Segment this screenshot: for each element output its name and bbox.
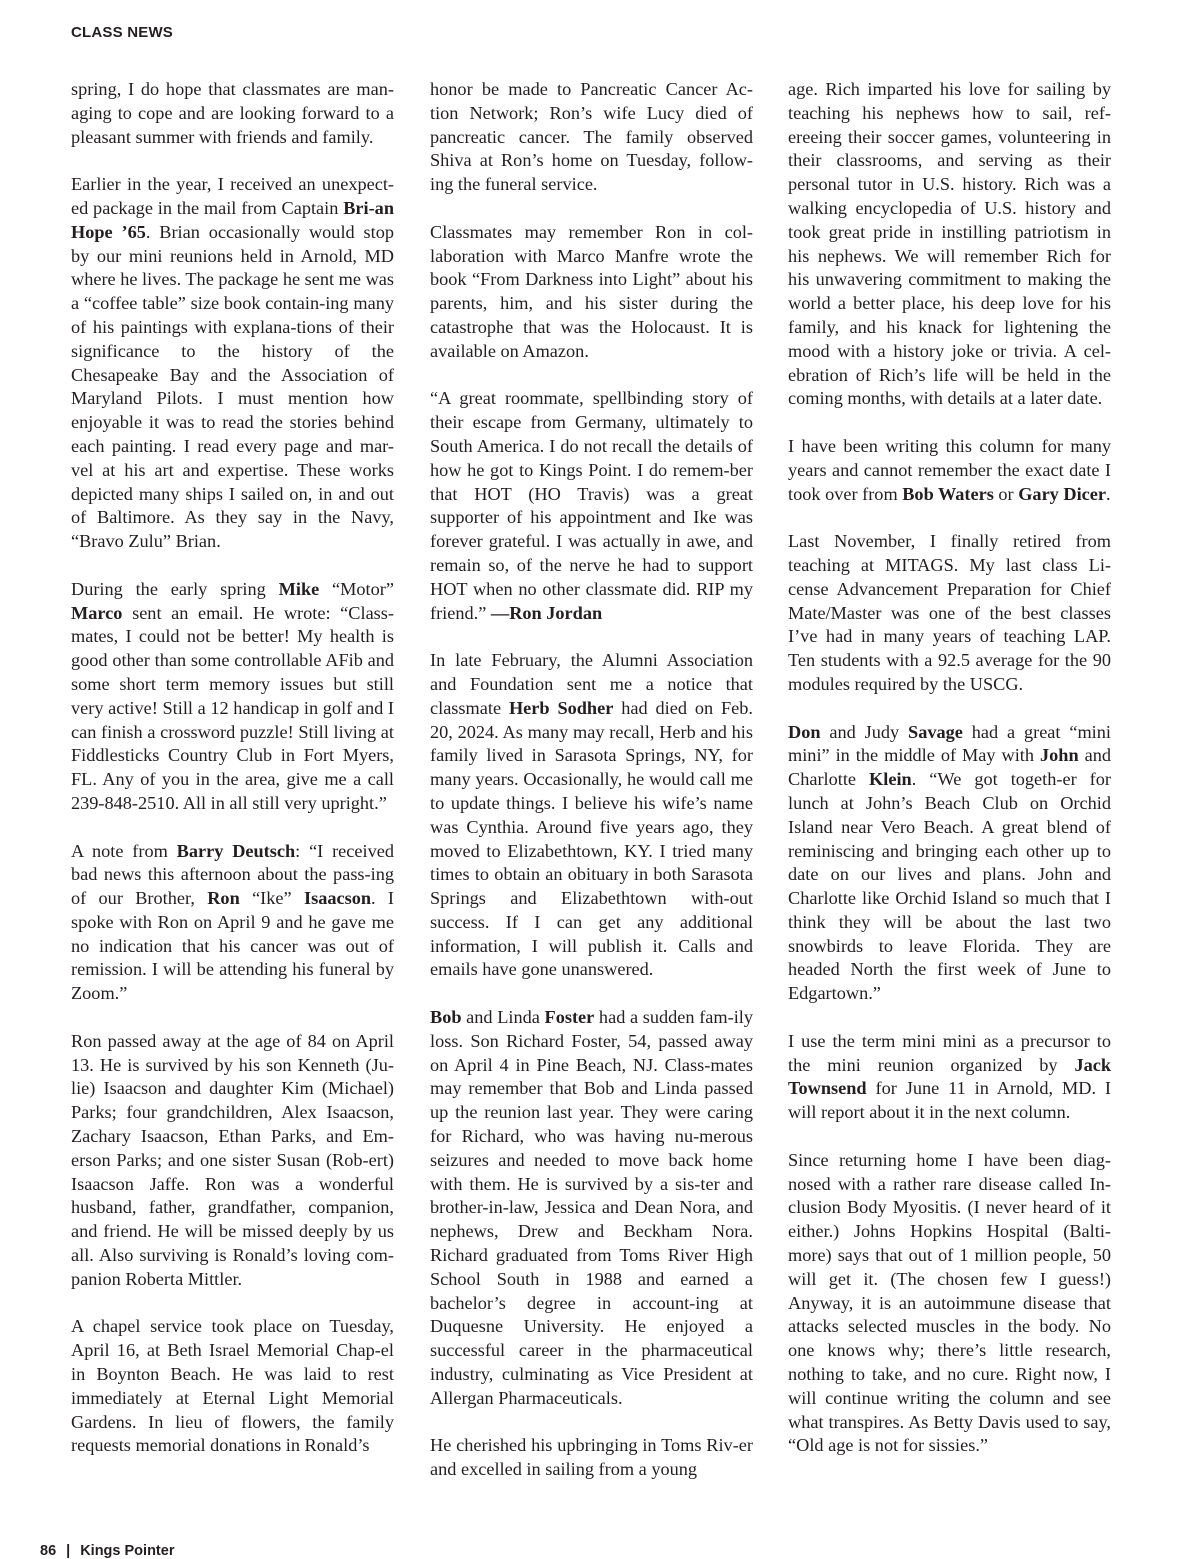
bold-name: Savage <box>908 721 963 742</box>
article-column-2 <box>430 78 753 1506</box>
bold-name: Barry Deutsch <box>176 840 296 861</box>
bold-name: —Ron Jordan <box>490 602 603 623</box>
bold-name: Ron <box>207 888 240 909</box>
page-footer <box>40 1543 174 1559</box>
text-run: “Motor” <box>319 578 394 599</box>
paragraph <box>71 1030 394 1292</box>
paragraph <box>788 1030 1111 1125</box>
text-run: spring, I do hope that classmates are man-aging to cope and are looking forward to a pleasant summer with friends and family. <box>71 79 394 147</box>
page-number: 86 <box>40 1543 57 1559</box>
text-run: had a sudden fam-ily loss. Son Richard Foster, 54, passed away on April 4 in Pine Beach, NJ. Class-mates may remember that Bob and Linda passed up the reunion last year. They were caring for Richard, who was having nu-merous seizures and needed to move back home with them. He is survived by a sis-ter and brother-in-law, Jessica and Dean Nora, and nephews, Drew and Beckham Nora. Richard graduated from Toms River High School South in 1988 and earned a bachelor’s degree in account-ing at Duquesne University. He enjoyed a successful career in the pharmaceutical industry, culminating as Vice President at Allergan Pharmaceuticals. <box>430 1007 754 1408</box>
bold-name: Klein <box>869 769 912 790</box>
article-column-3 <box>788 78 1111 1482</box>
text-run: Earlier in the year, I received an unexpect-ed package in the mail from Captain <box>71 174 394 218</box>
paragraph <box>71 173 394 554</box>
bold-name: Mike <box>278 578 320 599</box>
text-run: for June 11 in Arnold, MD. I will report about it in the next column. <box>788 1078 1111 1123</box>
text-run: age. Rich imparted his love for sailing by teaching his nephews how to sail, ref-ereeing their soccer games, volunteering in their classrooms, and serving as their personal tutor in U.S. history. Rich was a walking encyclopedia of U.S. history and took great pride in instilling patriotism in his nephews. We will remember Rich for his unwavering commitment to making the world a better place, his deep love for his family, and his knack for lightening the mood with a history joke or trivia. A cel-ebration of Rich’s life will be held in the coming months, with details at a later date. <box>788 79 1111 409</box>
paragraph <box>788 1149 1111 1458</box>
text-run: In late February, the Alumni Association and Foundation sent me a notice that classmate <box>430 650 753 718</box>
section-label: CLASS NEWS <box>71 24 174 41</box>
text-run: “A great roommate, spellbinding story of their escape from Germany, ultimately to South America. I do not recall the details of how he got to Kings Point. I do remem-ber that HOT (HO Travis) was a great supporter of his appointment and Ike was forever grateful. I was actually in awe, and remain so, of the nerve he had to support HOT when no other classmate did. RIP my friend.” <box>430 388 753 623</box>
bold-name: Foster <box>544 1007 595 1028</box>
text-run: Ron passed away at the age of 84 on April 13. He is survived by his son Kenneth (Ju-lie) Isaacson and daughter Kim (Michael) Parks; four grandchildren, Alex Isaacson, Zachary Isaacson, Ethan Parks, and Em-erson Parks; and one sister Susan (Rob-ert) Isaacson Jaffe. Ron was a wonderful husband, father, grandfather, companion, and friend. He will be missed deeply by us all. Also surviving is Ronald’s loving com-panion Roberta Mittler. <box>71 1030 394 1289</box>
paragraph <box>788 530 1111 697</box>
text-run: sent an email. He wrote: “Class-mates, I could not be better! My health is good other than some controllable AFib and some short term memory issues but still very active! Still a 12 handicap in golf and I can finish a crossword puzzle! Still living at Fiddlesticks Country Club in Fort Myers, FL. Any of you in the area, give me a call 239-848-2510. All in all still very upright.” <box>71 602 394 813</box>
text-run: A note from <box>71 840 177 861</box>
article-column-1 <box>71 78 394 1482</box>
text-run: honor be made to Pancreatic Cancer Ac-tion Network; Ron’s wife Lucy died of pancreatic cancer. The family observed Shiva at Ron’s home on Tuesday, follow-ing the funeral service. <box>430 79 753 195</box>
text-run: and Charlotte <box>788 745 1111 790</box>
text-run: A chapel service took place on Tuesday, April 16, at Beth Israel Memorial Chap-el in Boynton Beach. He was laid to rest immediately at Eternal Light Memorial Gardens. In lieu of flowers, the family requests memorial donations in Ronald’s <box>71 1316 394 1456</box>
text-run: had died on Feb. 20, 2024. As many may recall, Herb and his family lived in Sarasota Springs, NY, for many years. Occasionally, he would call me to update things. I believe his wife’s name was Cynthia. Around five years ago, they moved to Elizabethtown, KY. I tried many times to obtain an obituary in both Sarasota Springs and Elizabethtown with-out success. If I can get any additional information, I will publish it. Calls and emails have gone unanswered. <box>430 697 753 980</box>
publication-name: Kings Pointer <box>80 1543 175 1559</box>
text-run: . I spoke with Ron on April 9 and he gave me no indication that his cancer was out of remission. I will be attending his funeral by Zoom.” <box>71 888 394 1004</box>
text-run: had a great “mini mini” in the middle of May with <box>788 721 1111 766</box>
paragraph <box>71 1315 394 1458</box>
text-run: and Judy <box>820 721 909 742</box>
paragraph <box>430 1006 753 1411</box>
paragraph <box>788 721 1111 1007</box>
paragraph <box>788 78 1111 411</box>
text-run: I have been writing this column for many years and cannot remember the exact date I took over from <box>788 435 1111 504</box>
bold-name: Gary Dicer <box>1018 483 1107 504</box>
paragraph <box>430 649 753 982</box>
text-run: “Ike” <box>239 888 304 909</box>
bold-name: Isaacson <box>303 888 372 909</box>
text-run: He cherished his upbringing in Toms Riv-er and excelled in sailing from a young <box>430 1435 753 1480</box>
bold-name: Jack Townsend <box>788 1054 1111 1099</box>
text-run: Last November, I finally retired from teaching at MITAGS. My last class Li-cense Advancement Preparation for Chief Mate/Master was one of the best classes I’ve had in many years of teaching LAP. Ten students with a 92.5 average for the 90 modules required by the USCG. <box>788 531 1111 694</box>
text-run: During the early spring <box>71 578 279 599</box>
text-run: or <box>993 483 1019 504</box>
paragraph <box>788 435 1111 506</box>
paragraph <box>71 78 394 149</box>
text-run: I use the term mini mini as a precursor to the mini reunion organized by <box>788 1030 1111 1075</box>
text-run: . <box>1106 483 1111 504</box>
text-run: Classmates may remember Ron in col-laboration with Marco Manfre wrote the book “From Darkness into Light” about his parents, him, and his sister during the catastrophe that was the Holocaust. It is available on Amazon. <box>430 221 753 361</box>
text-run: . Brian occasionally would stop by our mini reunions held in Arnold, MD where he lives. The package he sent me was a “coffee table” size book contain-ing many of his paintings with explana-tions of their significance to the history of the Chesapeake Bay and the Association of Maryland Pilots. I must mention how enjoyable it was to read the stories behind each painting. I read every page and mar-vel at his art and expertise. These works depicted many ships I sailed on, in and out of Baltimore. As they say in the Navy, “Bravo Zulu” Brian. <box>71 221 395 552</box>
bold-name: Don <box>788 721 821 742</box>
paragraph <box>71 840 394 1007</box>
paragraph <box>430 1434 753 1482</box>
paragraph <box>71 578 394 816</box>
bold-name: Bri-an Hope ’65 <box>71 197 394 242</box>
bold-name: Marco <box>71 602 123 623</box>
footer-separator: | <box>66 1543 71 1559</box>
paragraph <box>430 78 753 197</box>
text-run: . “We got togeth-er for lunch at John’s Beach Club on Orchid Island near Vero Beach. A great blend of reminiscing and bringing each other up to date on our lives and plans. John and Charlotte like Orchid Island so much that I think they will be about the last two snowbirds to leave Florida. They are headed North the first week of June to Edgartown.” <box>788 769 1111 1004</box>
paragraph <box>430 387 753 625</box>
paragraph <box>430 221 753 364</box>
bold-name: Herb Sodher <box>508 697 614 718</box>
bold-name: Bob <box>430 1007 462 1028</box>
text-run: : “I received bad news this afternoon about the pass-ing of our Brother, <box>71 840 394 909</box>
bold-name: John <box>1040 745 1079 766</box>
bold-name: Bob Waters <box>902 483 994 504</box>
text-run: Since returning home I have been diag-nosed with a rather rare disease called In-clusion Body Myositis. (I never heard of it either.) Johns Hopkins Hospital (Balti-more) says that out of 1 million people, 50 will get it. (The chosen few I guess!) Anyway, it is an autoimmune disease that attacks selected muscles in the body. No one knows why; there’s little research, nothing to take, and no cure. Right now, I will continue writing the column and see what transpires. As Betty Davis used to say, “Old age is not for sissies.” <box>788 1149 1111 1456</box>
text-run: and Linda <box>461 1007 545 1028</box>
